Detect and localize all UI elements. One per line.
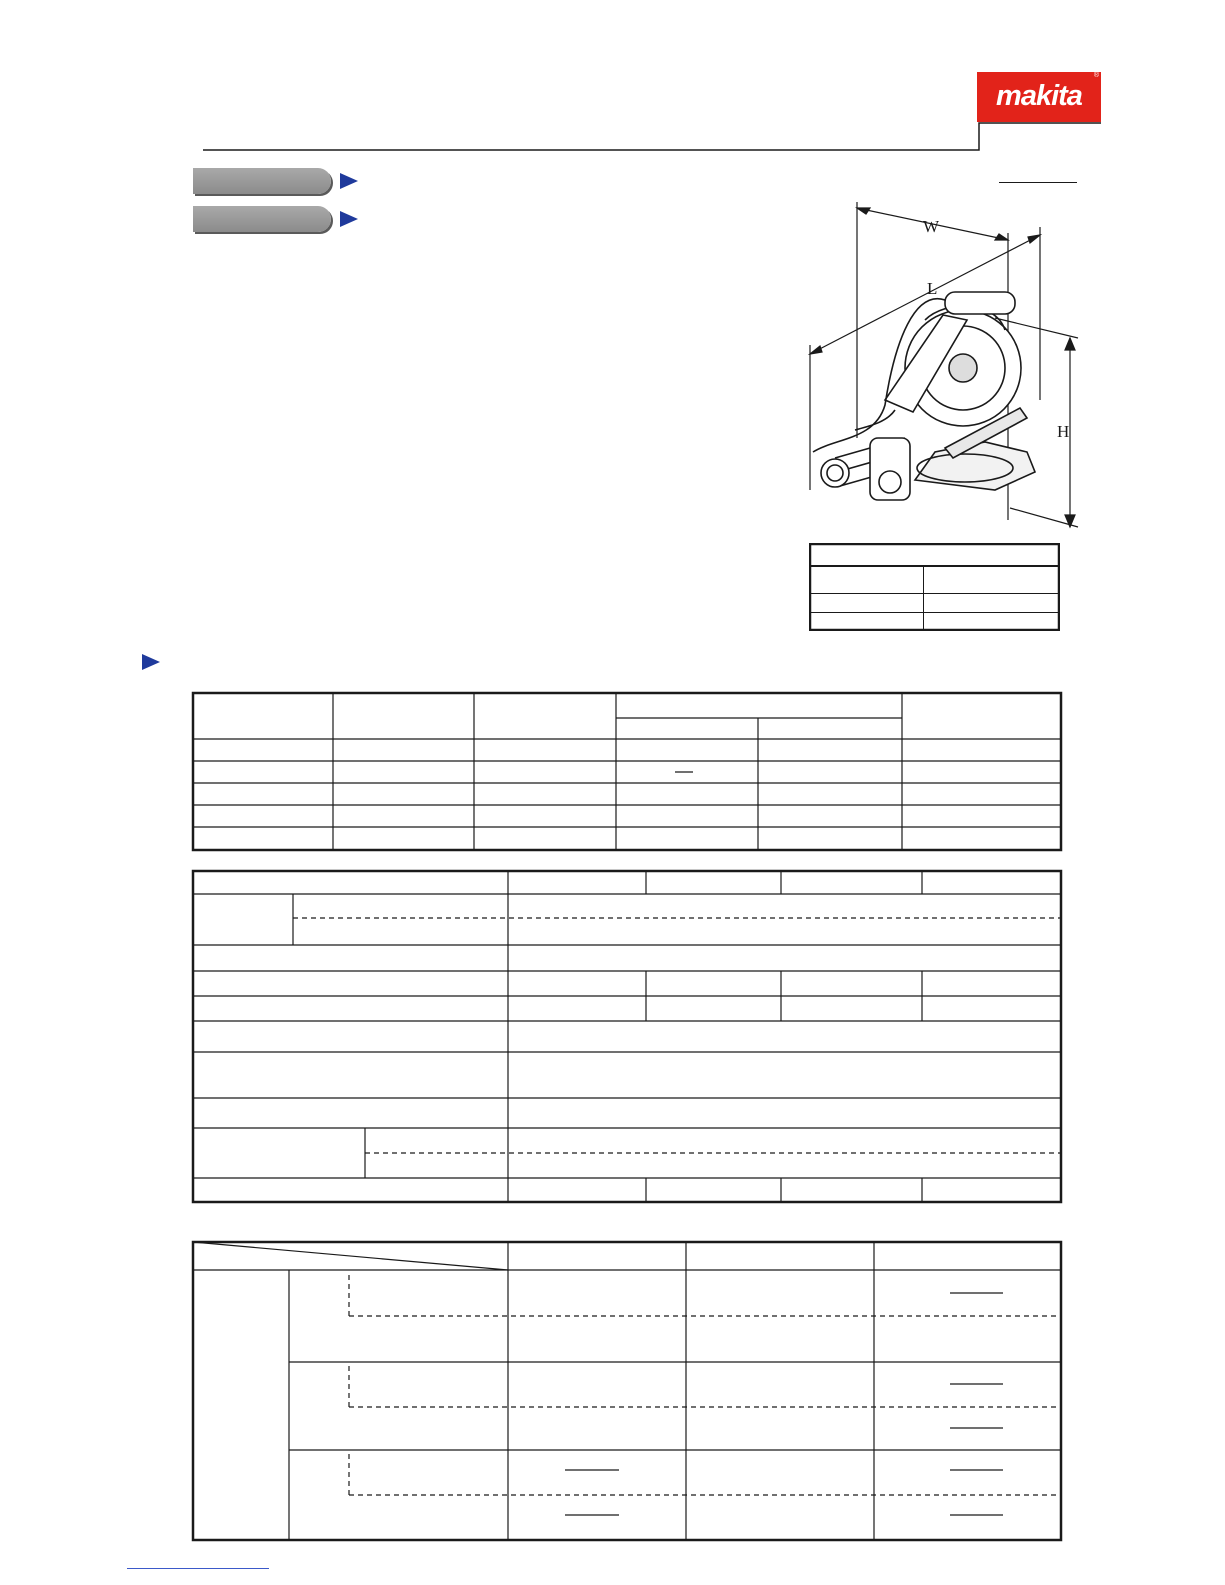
footer-link[interactable] (127, 1568, 269, 1569)
w-label: W (923, 217, 940, 236)
registered-mark: ® (1093, 72, 1099, 79)
l-label: L (927, 279, 938, 298)
h-label: H (1057, 422, 1070, 441)
logo-wordmark: makita (996, 80, 1082, 112)
